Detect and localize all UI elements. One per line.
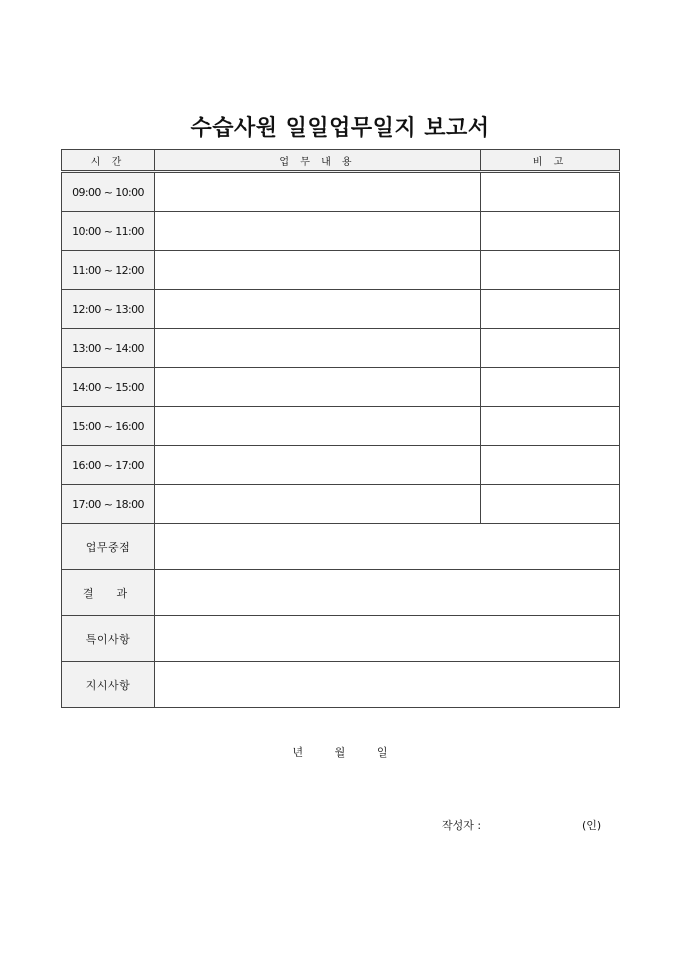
date-day-label: 일 (376, 746, 388, 759)
task-content-cell[interactable] (155, 407, 481, 446)
table-row (62, 368, 620, 407)
time-slot-label: 12:00 ~ 13:00 (62, 290, 155, 329)
table-row (62, 290, 620, 329)
remarks-cell[interactable] (481, 368, 620, 407)
summary-row-result (62, 570, 620, 616)
date-year-label: 년 (292, 746, 304, 759)
seal-label: (인) (582, 819, 602, 832)
task-content-cell[interactable] (155, 290, 481, 329)
remarks-cell[interactable] (481, 172, 620, 212)
table-row (62, 329, 620, 368)
summary-field-notes[interactable] (155, 616, 620, 662)
header-time: 시 간 (62, 150, 155, 172)
remarks-cell[interactable] (481, 251, 620, 290)
summary-row-instructions (62, 662, 620, 708)
time-slot-label: 13:00 ~ 14:00 (62, 329, 155, 368)
summary-label-result: 결 과 (62, 570, 155, 616)
remarks-cell[interactable] (481, 446, 620, 485)
time-slot-label: 16:00 ~ 17:00 (62, 446, 155, 485)
table-row (62, 251, 620, 290)
task-content-cell[interactable] (155, 251, 481, 290)
task-content-cell[interactable] (155, 329, 481, 368)
header-remarks: 비 고 (481, 150, 620, 172)
time-slot-label: 14:00 ~ 15:00 (62, 368, 155, 407)
document-title: 수습사원 일일업무일지 보고서 (190, 116, 490, 141)
remarks-cell[interactable] (481, 212, 620, 251)
daily-journal-table (61, 149, 620, 708)
task-content-cell[interactable] (155, 485, 481, 524)
remarks-cell[interactable] (481, 329, 620, 368)
summary-label-instructions: 지시사항 (62, 662, 155, 708)
time-slot-label: 09:00 ~ 10:00 (62, 172, 155, 212)
time-slot-label: 11:00 ~ 12:00 (62, 251, 155, 290)
table-row (62, 446, 620, 485)
task-content-cell[interactable] (155, 212, 481, 251)
task-content-cell[interactable] (155, 368, 481, 407)
summary-row-focus (62, 524, 620, 570)
table-row (62, 407, 620, 446)
table-row (62, 212, 620, 251)
time-slot-label: 10:00 ~ 11:00 (62, 212, 155, 251)
summary-field-result[interactable] (155, 570, 620, 616)
remarks-cell[interactable] (481, 290, 620, 329)
header-content: 업 무 내 용 (155, 150, 481, 172)
date-month-label: 월 (334, 746, 346, 759)
date-line (0, 744, 680, 760)
time-slot-label: 17:00 ~ 18:00 (62, 485, 155, 524)
summary-field-instructions[interactable] (155, 662, 620, 708)
remarks-cell[interactable] (481, 407, 620, 446)
summary-label-focus: 업무중점 (62, 524, 155, 570)
table-row (62, 485, 620, 524)
summary-label-notes: 특이사항 (62, 616, 155, 662)
summary-field-focus[interactable] (155, 524, 620, 570)
task-content-cell[interactable] (155, 172, 481, 212)
time-slot-label: 15:00 ~ 16:00 (62, 407, 155, 446)
summary-row-notes (62, 616, 620, 662)
table-header-row (62, 150, 620, 172)
writer-label: 작성자 : (442, 819, 482, 832)
remarks-cell[interactable] (481, 485, 620, 524)
table-row (62, 172, 620, 212)
task-content-cell[interactable] (155, 446, 481, 485)
